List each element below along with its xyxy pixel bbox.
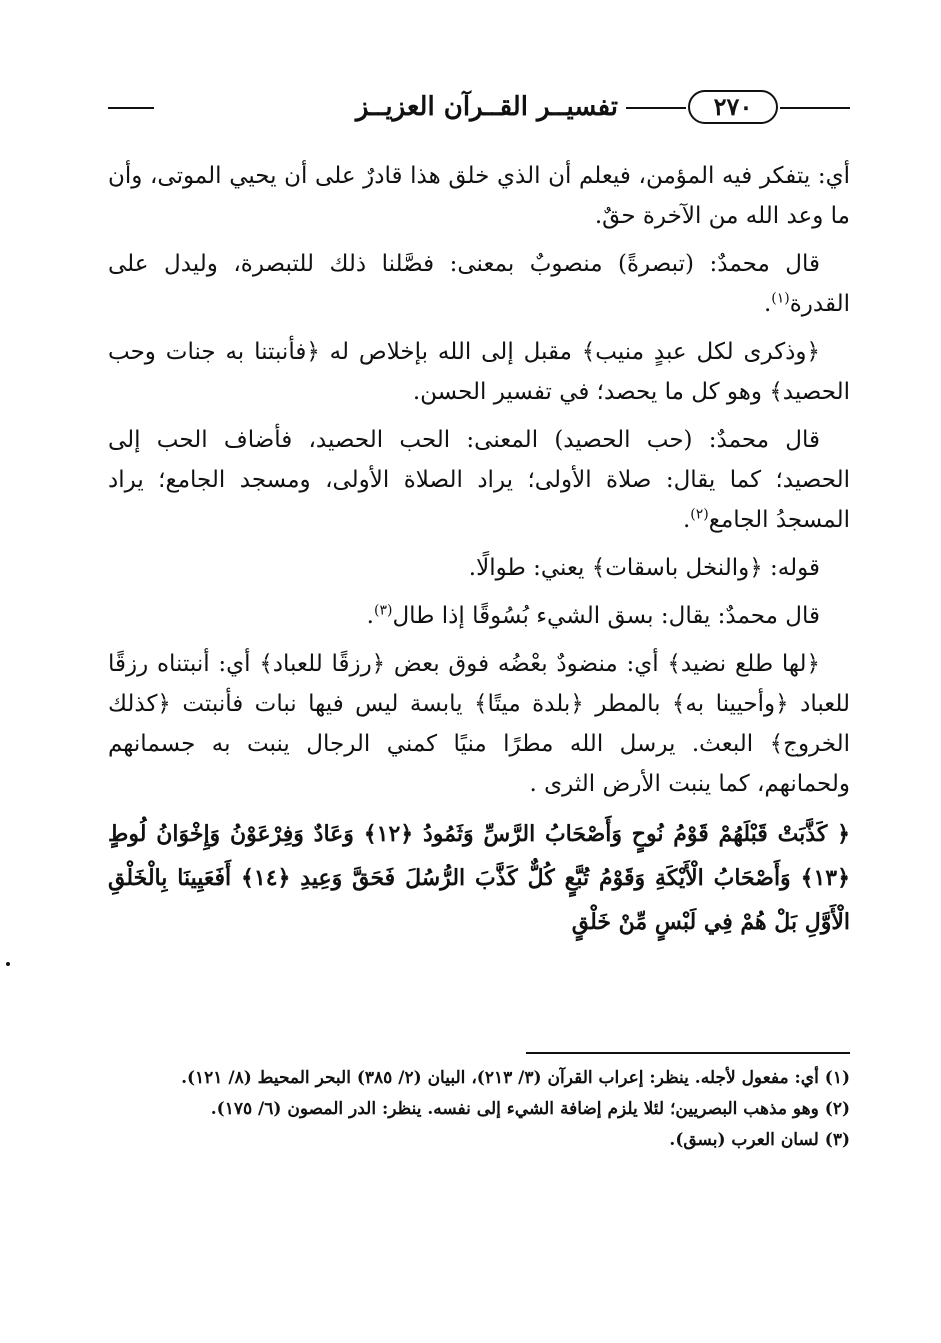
footnote-reference: (٢) [690,506,709,523]
stray-mark [6,962,10,966]
header-rule-middle [626,107,686,109]
header-rule-right [780,107,850,109]
paragraph: قوله: ﴿والنخل باسقات﴾ يعني: طوالًا. [468,555,820,581]
page-header [108,88,850,128]
header-rule-left [108,107,154,109]
paragraph-end: . [366,603,374,629]
paragraph-text: قال محمدٌ: يقال: بسق الشيء بُسُوقًا إذا طال [392,603,820,629]
paragraph-text: قال محمدٌ: (حب الحصيد) المعنى: الحب الحصيد، فأضاف الحب إلى الحصيد؛ كما يقال: صلاة الأولى؛ يراد الصلاة الأولى، ومسجد الجامع؛ يراد المسجدُ الجامع [108,427,850,533]
paragraph [108,244,850,324]
quran-verse: ﴿ كَذَّبَتْ قَبْلَهُمْ قَوْمُ نُوحٍ وَأَصْحَابُ الرَّسِّ وَثَمُودُ ﴿١٢﴾ وَعَادٌ وَفِرْعَوْنُ وَإِخْوَانُ لُوطٍ ﴿١٣﴾ وَأَصْحَابُ الْأَيْكَةِ وَقَوْمُ تُبَّعٍ كُلٌّ كَذَّبَ الرُّسُلَ فَحَقَّ وَعِيدِ ﴿١٤﴾ أَفَعَيِينَا بِالْخَلْقِ الْأَوَّلِ بَلْ هُمْ فِي لَبْسٍ مِّنْ خَلْقٍ [108,821,851,935]
main-text [108,156,850,966]
footnote: (١) أي: مفعول لأجله. ينظر: إعراب القرآن (٣/ ٢١٣)، البيان (٢/ ٣٨٥) البحر المحيط (٨/ ١٢١). [181,1068,850,1088]
paragraph: ﴿لها طلع نضيد﴾ أي: منضودٌ بعْضُه فوق بعض ﴿رزقًا للعباد﴾ أي: أنبتناه رزقًا للعباد ﴿وأحيينا به﴾ بالمطر ﴿بلدة ميتًا﴾ يابسة ليس فيها نبات فأنبتت ﴿كذلك الخروج﴾ البعث. يرسل الله مطرًا منيًا كمني الرجال ينبت به جسمانهم ولحمانهم، كما ينبت الأرض الثرى . [108,651,850,797]
paragraph [108,420,850,540]
footnote-reference: (١) [771,290,790,307]
footnote-separator [526,1052,850,1054]
paragraph-end: . [682,507,691,533]
paragraph-text: قال محمدٌ: (تبصرةً) منصوبٌ بمعنى: فصَّلنا ذلك للتبصرة، وليدل على القدرة [108,251,850,317]
footnote: (٢) وهو مذهب البصريين؛ لئلا يلزم إضافة الشيء إلى نفسه. ينظر: الدر المصون (٦/ ١٧٥). [210,1099,850,1119]
page-number: ٢٧٠ [688,90,778,124]
running-title: تفسيــر القــرآن العزيــز [355,92,618,122]
paragraph-end: . [763,291,772,317]
footnote: (٣) لسان العرب (بسق). [669,1130,850,1150]
footnotes [108,1064,850,1157]
paragraph: أي: يتفكر فيه المؤمن، فيعلم أن الذي خلق هذا قادرٌ على أن يحيي الموتى، وأن ما وعد الله من الآخرة حقٌ. [108,163,850,229]
paragraph: ﴿وذكرى لكل عبدٍ منيب﴾ مقبل إلى الله بإخلاص له ﴿فأنبتنا به جنات وحب الحصيد﴾ وهو كل ما يحصد؛ في تفسير الحسن. [108,339,850,405]
paragraph [108,596,850,636]
footnote-reference: (٣) [373,602,393,619]
